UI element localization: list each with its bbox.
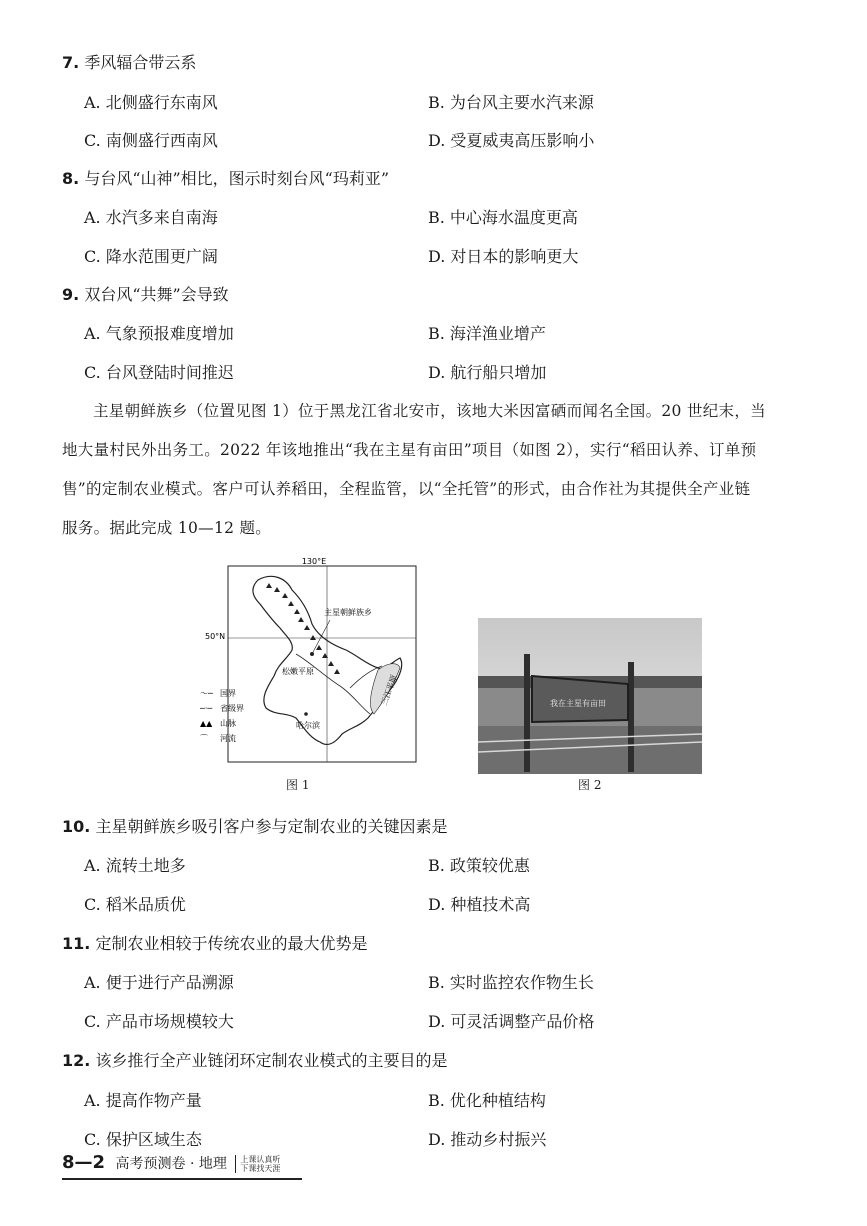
option-7a[interactable]: A. 北侧盛行东南风 [84, 93, 218, 112]
question-number: 11. [62, 934, 91, 953]
option-11a[interactable]: A. 便于进行产品溯源 [84, 973, 234, 992]
question-9 [62, 282, 229, 305]
option-12c[interactable]: C. 保护区域生态 [84, 1130, 202, 1149]
legend-label: 省级界 [220, 704, 244, 713]
passage-line: 服务。据此完成 10—12 题。 [62, 519, 272, 537]
option-12d[interactable]: D. 推动乡村振兴 [428, 1130, 547, 1149]
option-9b[interactable]: B. 海洋渔业增产 [428, 324, 546, 343]
question-11 [62, 931, 367, 954]
option-9c[interactable]: C. 台风登陆时间推迟 [84, 363, 234, 382]
question-stem: 定制农业相较于传统农业的最大优势是 [95, 934, 368, 953]
place-label: 主星朝鲜族乡 [324, 608, 372, 617]
passage-line: 主星朝鲜族乡（位置见图 1）位于黑龙江省北安市，该地大米因富硒而闻名全国。20 世纪末，当 [93, 402, 766, 420]
page-number: 8—2 [62, 1152, 106, 1173]
question-stem: 主星朝鲜族乡吸引客户参与定制农业的关键因素是 [95, 817, 448, 836]
option-11d[interactable]: D. 可灵活调整产品价格 [428, 1012, 595, 1031]
figure-2-photo [478, 618, 702, 774]
question-8 [62, 166, 389, 189]
question-number: 8. [62, 169, 80, 188]
photo-post [524, 654, 530, 772]
question-10 [62, 814, 447, 837]
legend-symbol: 〜─ [200, 689, 213, 698]
footer-note-1: 上课认真听 [240, 1155, 281, 1164]
option-9a[interactable]: A. 气象预报难度增加 [84, 324, 234, 343]
question-number: 10. [62, 817, 91, 836]
footer-rule [62, 1178, 302, 1180]
passage-line: 地大量村民外出务工。2022 年该地推出“我在主星有亩田”项目（如图 2），实行“稻田认养、订单预 [62, 441, 757, 459]
reading-passage [62, 392, 807, 548]
option-9d[interactable]: D. 航行船只增加 [428, 363, 547, 382]
legend-label: 山脉 [220, 719, 236, 728]
figure-1-map [200, 558, 420, 768]
option-10b[interactable]: B. 政策较优惠 [428, 856, 530, 875]
question-stem: 季风辐合带云系 [84, 53, 197, 72]
option-8c[interactable]: C. 降水范围更广阔 [84, 247, 218, 266]
latitude-label: 50°N [205, 632, 226, 641]
plain2-label: 三江平原 [379, 673, 399, 707]
question-stem: 双台风“共舞”会导致 [84, 285, 229, 304]
legend-label: 国界 [220, 689, 236, 698]
option-8d[interactable]: D. 对日本的影响更大 [428, 247, 579, 266]
footer-title: 高考预测卷 · 地理 [115, 1156, 227, 1172]
option-8a[interactable]: A. 水汽多来自南海 [84, 208, 218, 227]
longitude-label: 130°E [301, 558, 327, 566]
question-number: 12. [62, 1051, 91, 1070]
legend-symbol: ▲▲ [200, 719, 213, 728]
figure-2-caption: 图 2 [578, 778, 602, 792]
footer-note-2: 下课找天涯 [240, 1164, 281, 1173]
question-12 [62, 1048, 447, 1071]
legend-label: 河流 [220, 734, 236, 743]
legend-symbol: ⌒ [200, 734, 208, 743]
page-footer [62, 1152, 280, 1173]
figure-1-caption: 图 1 [286, 778, 310, 792]
question-stem: 与台风“山神”相比，图示时刻台风“玛莉亚” [84, 169, 390, 188]
map-frame [228, 566, 416, 762]
photo-sign-text: 我在主星有亩田 [550, 699, 606, 708]
question-number: 7. [62, 53, 80, 72]
option-12b[interactable]: B. 优化种植结构 [428, 1091, 546, 1110]
city-label: 哈尔滨 [296, 721, 320, 730]
option-11b[interactable]: B. 实时监控农作物生长 [428, 973, 594, 992]
option-11c[interactable]: C. 产品市场规模较大 [84, 1012, 234, 1031]
question-stem: 该乡推行全产业链闭环定制农业模式的主要目的是 [95, 1051, 448, 1070]
option-10d[interactable]: D. 种植技术高 [428, 895, 531, 914]
footer-note [235, 1155, 280, 1173]
option-7c[interactable]: C. 南侧盛行西南风 [84, 131, 218, 150]
option-10c[interactable]: C. 稻米品质优 [84, 895, 186, 914]
question-7 [62, 50, 196, 73]
option-10a[interactable]: A. 流转土地多 [84, 856, 186, 875]
option-12a[interactable]: A. 提高作物产量 [84, 1091, 202, 1110]
question-number: 9. [62, 285, 80, 304]
option-8b[interactable]: B. 中心海水温度更高 [428, 208, 578, 227]
passage-line: 售”的定制农业模式。客户可认养稻田，全程监管，以“全托管”的形式，由合作社为其提供全产业链 [62, 480, 751, 498]
option-7d[interactable]: D. 受夏威夷高压影响小 [428, 131, 595, 150]
legend-symbol: ─·─ [200, 704, 213, 713]
option-7b[interactable]: B. 为台风主要水汽来源 [428, 93, 594, 112]
plain-label: 松嫩平原 [282, 667, 314, 676]
city-point [304, 712, 308, 716]
